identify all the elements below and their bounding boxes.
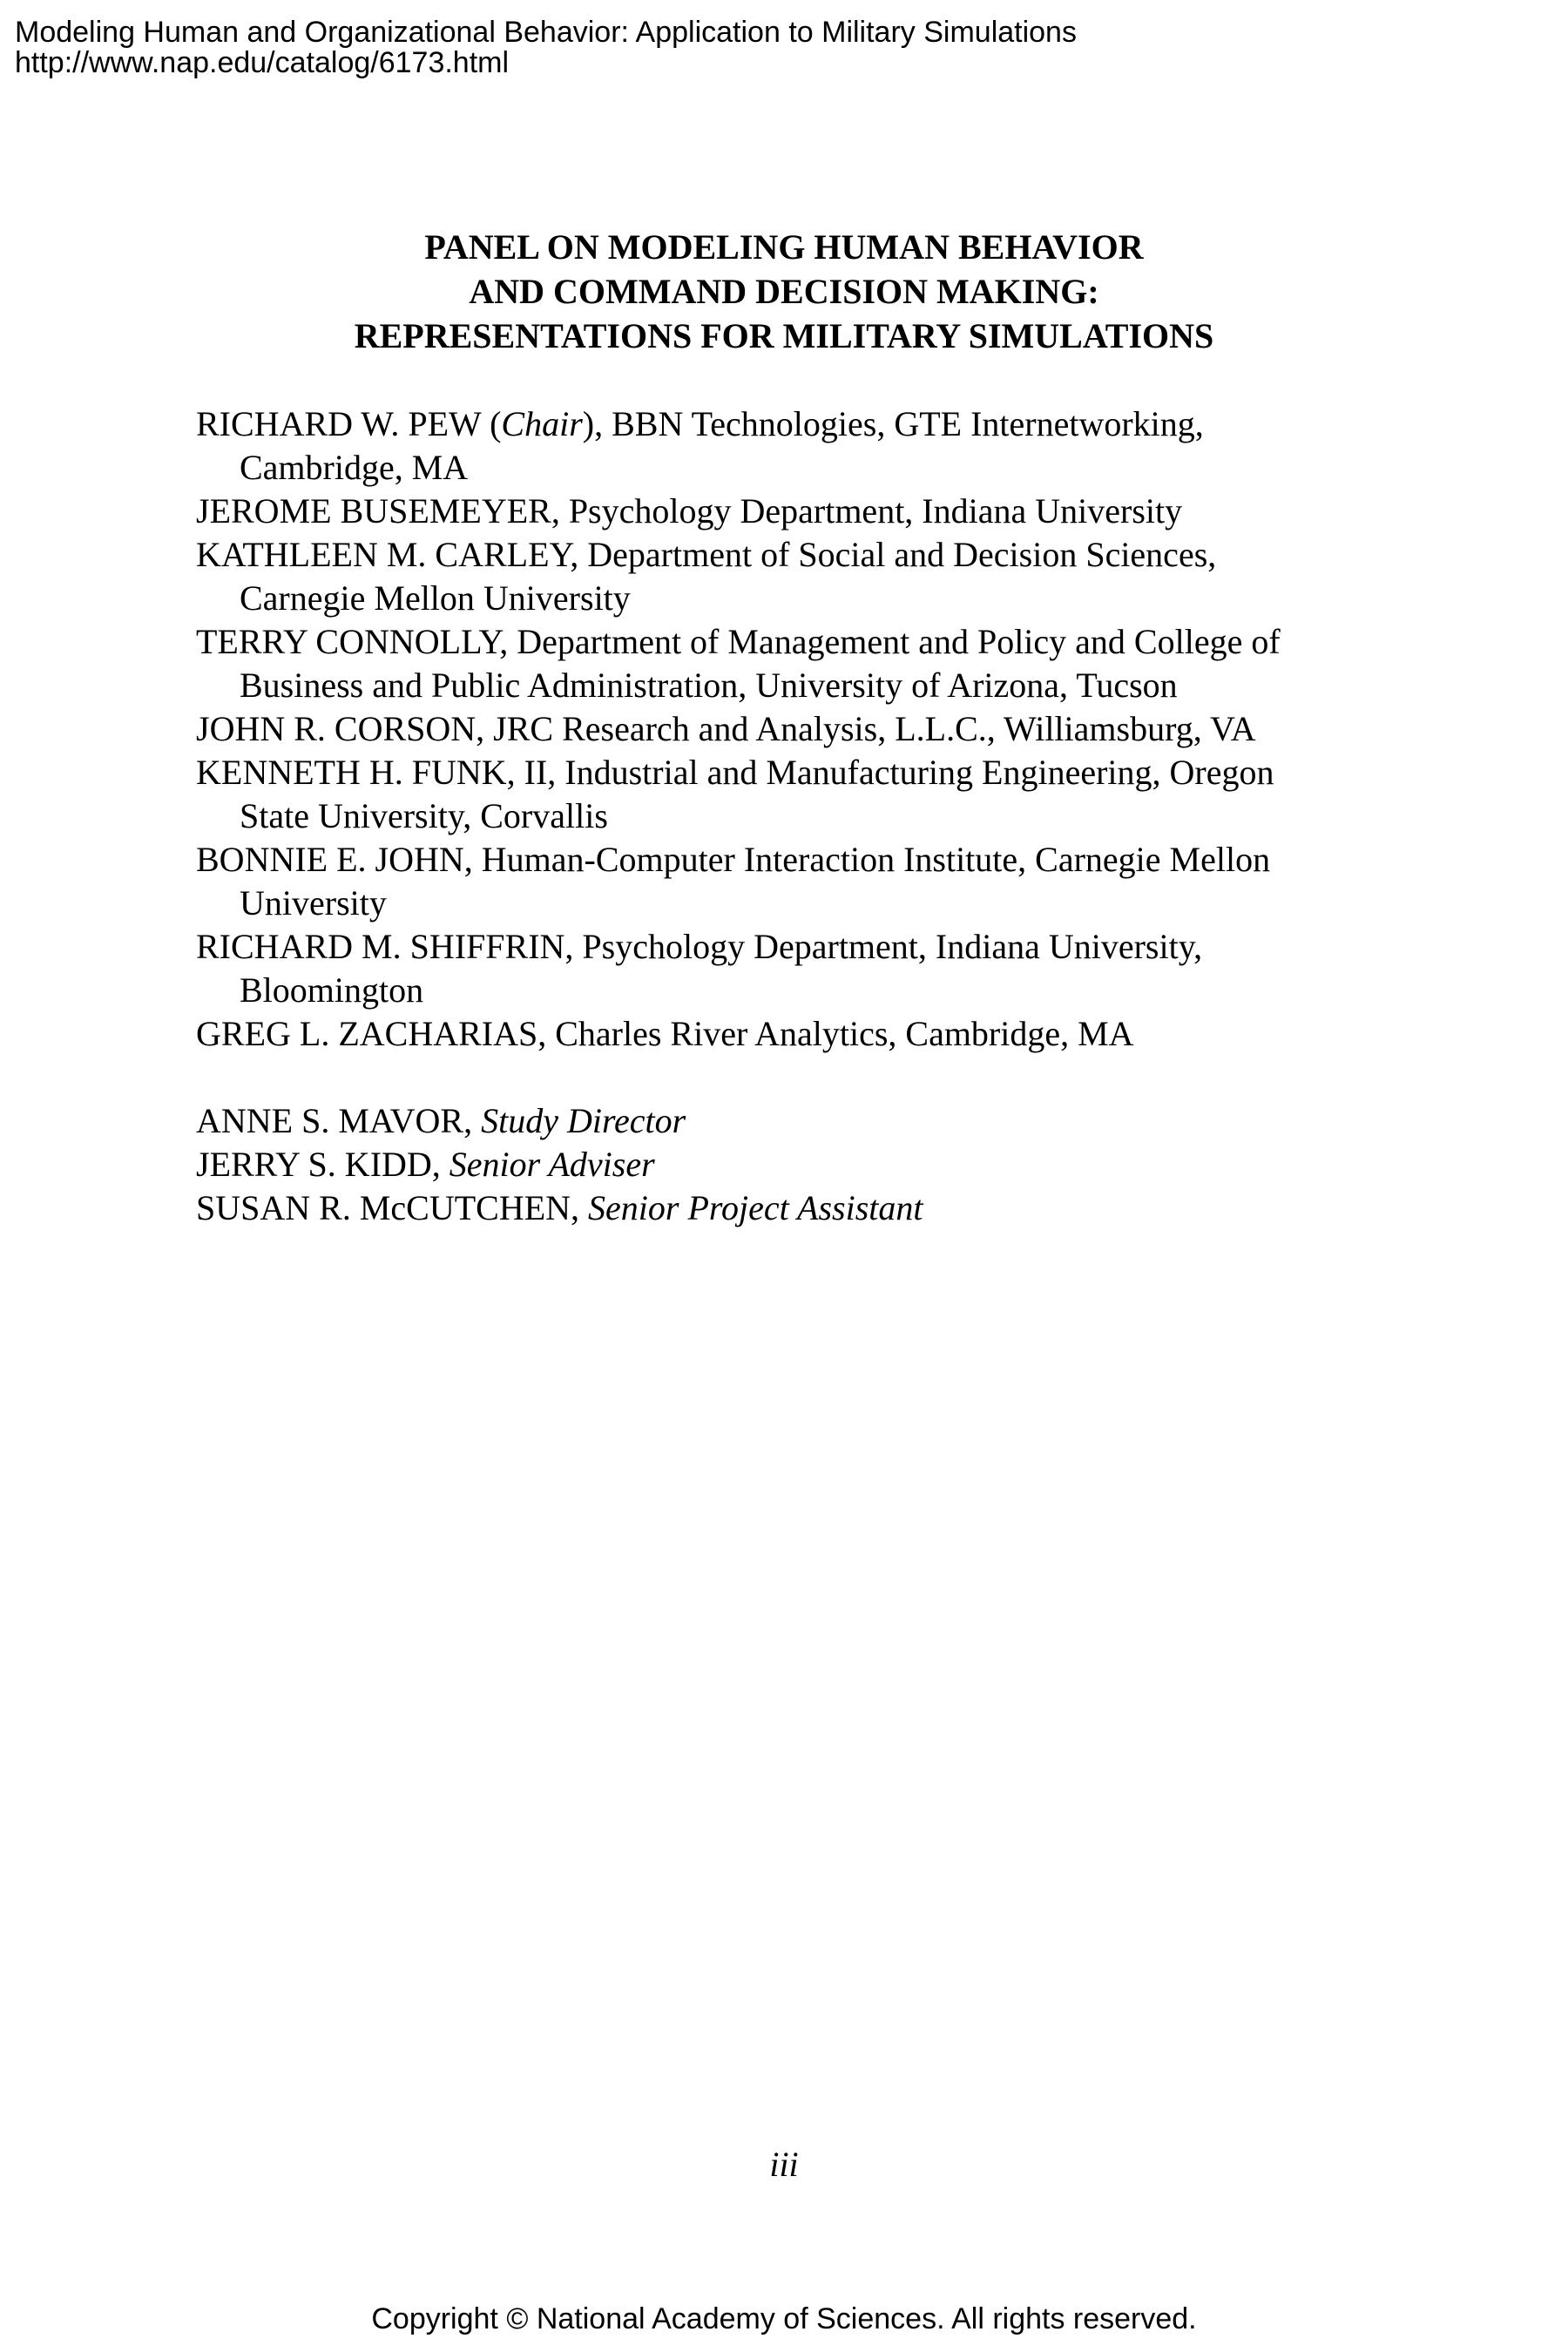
member-affiliation: , Human-Computer Interaction Institute, Carnegie Mellon	[463, 840, 1271, 879]
panel-title-line: AND COMMAND DECISION MAKING:	[469, 272, 1099, 311]
member-affiliation-continued: University	[240, 883, 387, 923]
member-name: RICHARD M. SHIFFRIN	[196, 927, 565, 966]
staff-entry	[196, 1143, 1281, 1186]
staff-list	[196, 1099, 1281, 1230]
copyright-notice: Copyright © National Academy of Sciences. All rights reserved.	[371, 2302, 1197, 2335]
member-affiliation: , Department of Management and Policy and College of	[499, 622, 1281, 661]
member-roster	[196, 402, 1281, 1230]
member-affiliation: , Psychology Department, Indiana University,	[564, 927, 1203, 966]
member-role: Chair	[501, 404, 583, 443]
staff-name: JERRY S. KIDD	[196, 1145, 432, 1184]
member-affiliation-continued: State University, Corvallis	[240, 796, 608, 835]
staff-name: SUSAN R. McCUTCHEN	[196, 1188, 571, 1227]
member-affiliation-continued: Bloomington	[240, 970, 424, 1010]
page-number: iii	[769, 2145, 799, 2184]
member-entry	[196, 402, 1281, 490]
member-affiliation: , Industrial and Manufacturing Engineering, Oregon	[547, 753, 1274, 792]
member-affiliation: , Department of Social and Decision Sciences,	[570, 535, 1217, 574]
member-affiliation: , Charles River Analytics, Cambridge, MA	[537, 1014, 1134, 1053]
staff-entry	[196, 1099, 1281, 1143]
member-name: KENNETH H. FUNK, II	[196, 753, 548, 792]
member-entry	[196, 707, 1281, 751]
member-entry	[196, 838, 1281, 925]
member-role-open: (	[481, 404, 502, 443]
member-affiliation: ), BBN Technologies, GTE Internetworking,	[582, 404, 1204, 443]
staff-role: Study Director	[481, 1101, 686, 1140]
panel-title-line: PANEL ON MODELING HUMAN BEHAVIOR	[424, 227, 1144, 267]
panel-title-line: REPRESENTATIONS FOR MILITARY SIMULATIONS	[354, 316, 1214, 355]
member-entry	[196, 751, 1281, 838]
member-entry	[196, 1012, 1281, 1056]
staff-name: ANNE S. MAVOR	[196, 1101, 464, 1140]
staff-role: Senior Adviser	[449, 1145, 655, 1184]
document-source-title: Modeling Human and Organizational Behavior: Application to Military Simulations	[15, 16, 1077, 49]
member-name: JEROME BUSEMEYER	[196, 491, 551, 531]
member-name: TERRY CONNOLLY	[196, 622, 500, 661]
staff-entry	[196, 1186, 1281, 1230]
member-affiliation: , Psychology Department, Indiana University	[551, 491, 1183, 531]
member-name: BONNIE E. JOHN	[196, 840, 464, 879]
member-affiliation-continued: Business and Public Administration, University of Arizona, Tucson	[240, 666, 1178, 705]
member-name: GREG L. ZACHARIAS	[196, 1014, 538, 1053]
member-affiliation-continued: Carnegie Mellon University	[240, 578, 631, 618]
staff-separator: ,	[463, 1101, 482, 1140]
panel-title	[0, 225, 1568, 358]
member-entry	[196, 533, 1281, 620]
member-entry	[196, 620, 1281, 707]
staff-role: Senior Project Assistant	[588, 1188, 923, 1227]
member-name: KATHLEEN M. CARLEY	[196, 535, 571, 574]
member-entry	[196, 490, 1281, 533]
staff-separator: ,	[571, 1188, 589, 1227]
member-name: JOHN R. CORSON	[196, 709, 476, 748]
member-name: RICHARD W. PEW	[196, 404, 482, 443]
document-source-url: http://www.nap.edu/catalog/6173.html	[15, 46, 510, 79]
member-affiliation-continued: Cambridge, MA	[240, 448, 469, 487]
member-affiliation: , JRC Research and Analysis, L.L.C., Williamsburg, VA	[476, 709, 1256, 748]
staff-separator: ,	[431, 1145, 449, 1184]
member-entry	[196, 925, 1281, 1012]
